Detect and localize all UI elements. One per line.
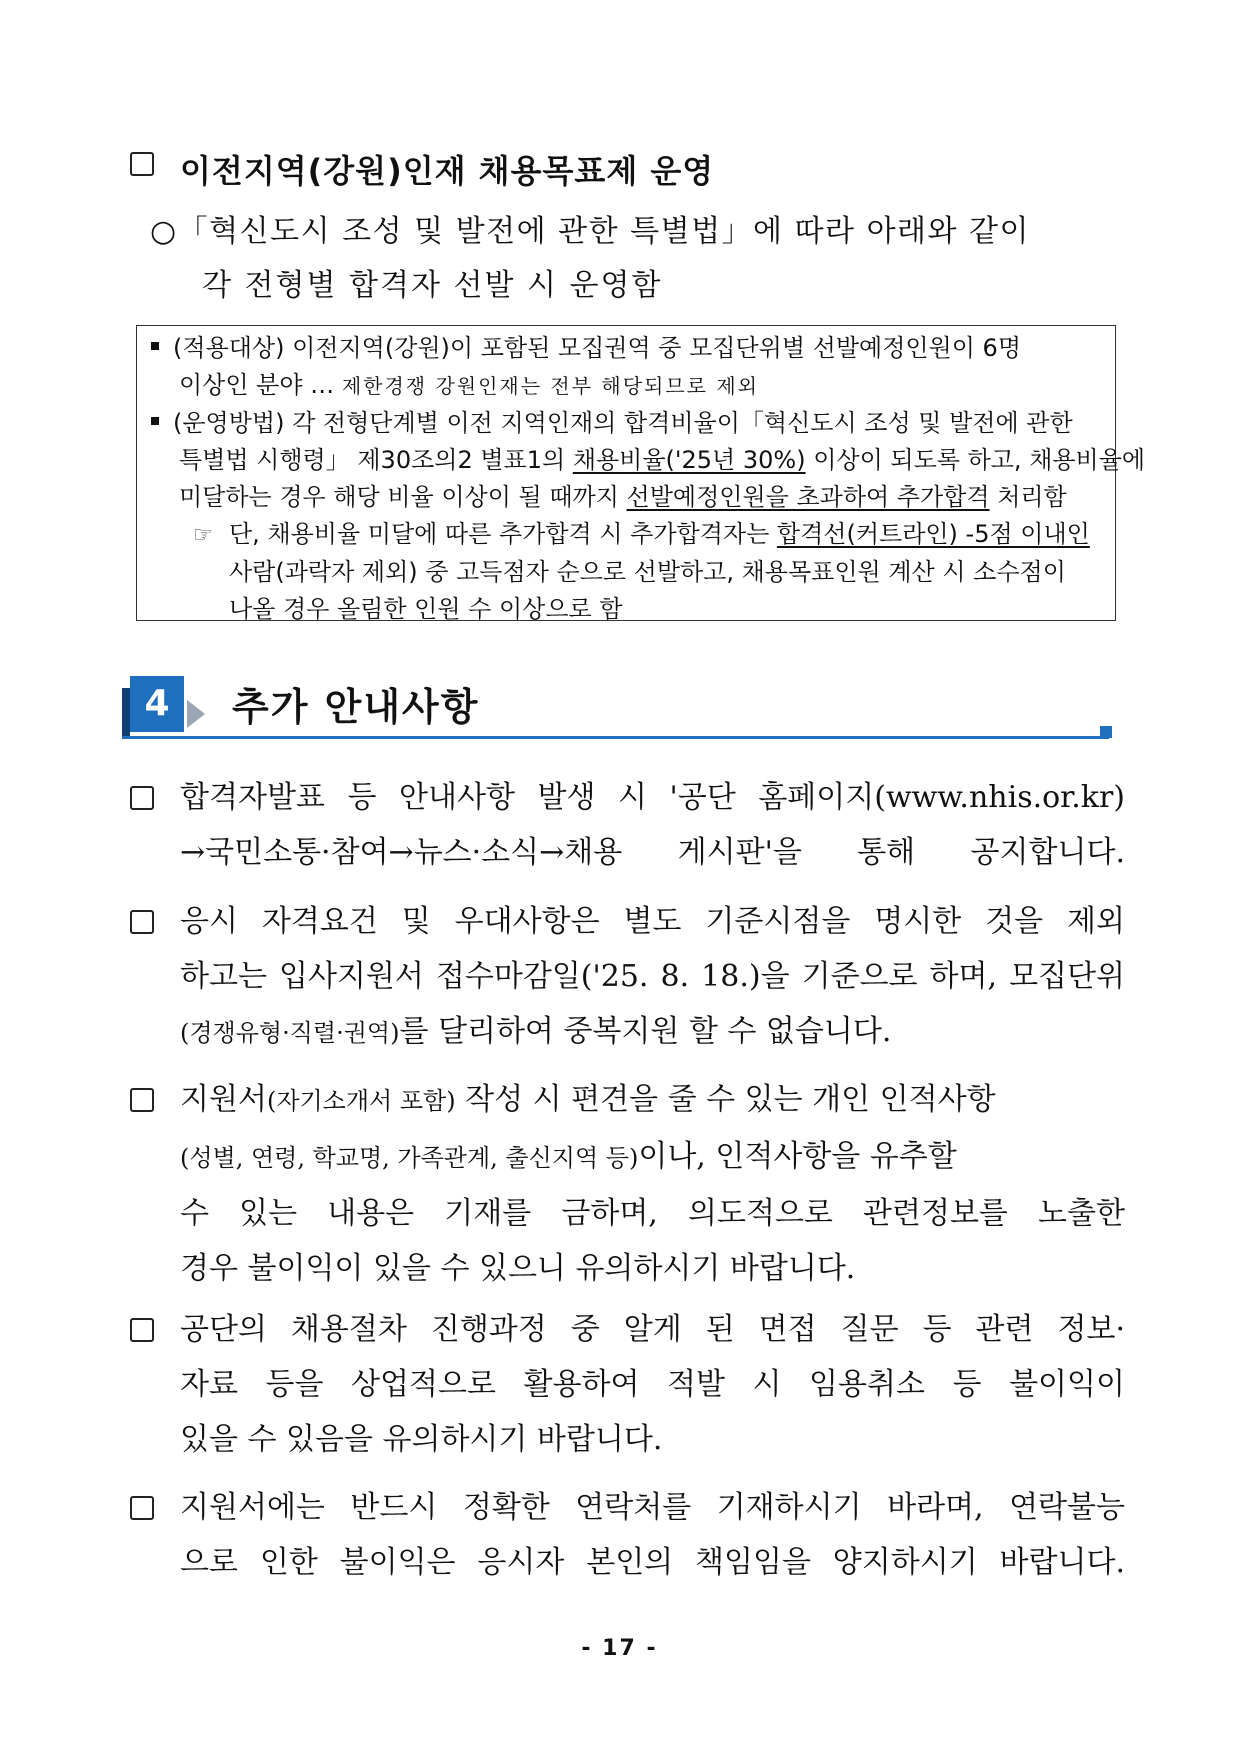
box-item-method: (운영방법) 각 전형단계별 이전 지역인재의 합격비율이「혁신도시 조성 및 발전에 관한 <box>151 405 1107 442</box>
checkbox-icon <box>130 786 154 810</box>
intro-line-1: ○「혁신도시 조성 및 발전에 관한 특별법」에 따라 아래와 같이 <box>150 214 1031 249</box>
page-number: - 17 - <box>581 1636 658 1661</box>
section-title: 추가 안내사항 <box>232 685 480 729</box>
checkbox-icon <box>130 1318 154 1342</box>
square-bullet-icon <box>151 342 159 350</box>
notice-paragraph-contact: 지원서에는 반드시 정확한 연락처를 기재하시기 바라며, 연락불능 으로 인한 불이익은 응시자 본인의 책임임을 양지하시기 바랍니다. <box>180 1490 1125 1580</box>
notice-paragraph-confidentiality: 공단의 채용절차 진행과정 중 알게 된 면접 질문 등 관련 정보· 자료 등을 상업적으로 활용하여 적발 시 임용취소 등 불이익이 있을 수 있음을 유의하시기 바랍니다. <box>180 1312 1125 1457</box>
box-item-target: (적용대상) 이전지역(강원)이 포함된 모집권역 중 모집단위별 선발예정인원이 6명 <box>151 330 1107 367</box>
box-note: ☞ 단, 채용비율 미달에 따른 추가합격 시 추가합격자는 합격선(커트라인) -5점 이내인 <box>151 516 1107 554</box>
section-end-square <box>1100 726 1112 738</box>
square-bullet-icon <box>151 417 159 425</box>
triangle-arrow-icon <box>187 700 205 728</box>
notice-paragraph-announcement: 합격자발표 등 안내사항 발생 시 '공단 홈페이지(www.nhis.or.kr) →국민소통·참여→뉴스·소식→채용 게시판'을 통해 공지합니다. <box>180 780 1125 870</box>
rules-box: (적용대상) 이전지역(강원)이 포함된 모집권역 중 모집단위별 선발예정인원이 6명 이상인 분야 … 제한경쟁 강원인재는 전부 해당되므로 제외 (운영방법) 각 전형단계별 이전 지역인재의 합격비율이「혁신도시 조성 및 발전에 관한 특별법 시행령」 제30조의2 별표1의 채용비율('25년 30%) 이상이 되도록 하고, 채용비율에 미달하는 경우 해당 비율 이상이 될 때까지 선발예정인원을 초과하여 추가합격 처리함 ☞ 단, 채용비율 미달에 따른 추가합격 시 추가합격자는 합격선(커트라인) -5점 이내인 사람(과락자 제외) 중 고득점자 순으로 선발하고, 채용목표인원 계산 시 소수점이 나올 경우 올림한 인원 수 이상으로 함 <box>136 325 1116 621</box>
checkbox-icon <box>130 910 154 934</box>
section-underline <box>122 736 1109 739</box>
checkbox-icon <box>130 152 154 176</box>
section-number-badge: 4 <box>130 676 184 732</box>
pointing-hand-icon: ☞ <box>193 523 213 548</box>
ratio-underlined: 채용비율('25년 30%) <box>572 446 806 474</box>
checkbox-icon <box>130 1496 154 1520</box>
notice-paragraph-personal-info: 지원서(자기소개서 포함) 작성 시 편견을 줄 수 있는 개인 인적사항 (성별, 연령, 학교명, 가족관계, 출신지역 등)이나, 인적사항을 유추할 수 있는 내용은 기재를 금하며, 의도적으로 관련정보를 노출한 경우 불이익이 있을 수 있으니 유의하시기 바랍니다. <box>180 1082 1125 1286</box>
section-heading-local-talent: 이전지역(강원)인재 채용목표제 운영 <box>180 152 715 190</box>
intro-line-2: 각 전형별 합격자 선발 시 운영함 <box>202 268 663 303</box>
cutline-underlined: 합격선(커트라인) -5점 이내인 <box>776 520 1090 548</box>
intro-text <box>150 205 1125 313</box>
extra-pass-underlined: 선발예정인원을 초과하여 추가합격 <box>626 483 990 511</box>
section-badge-shadow <box>122 688 130 736</box>
checkbox-icon <box>130 1088 154 1112</box>
exception-note: 제한경쟁 강원인재는 전부 해당되므로 제외 <box>341 374 760 398</box>
notice-paragraph-eligibility: 응시 자격요건 및 우대사항은 별도 기준시점을 명시한 것을 제외 하고는 입사지원서 접수마감일('25. 8. 18.)을 기준으로 하며, 모집단위 (경쟁유형·직렬·권역)를 달리하여 중복지원 할 수 없습니다. <box>180 904 1125 1049</box>
